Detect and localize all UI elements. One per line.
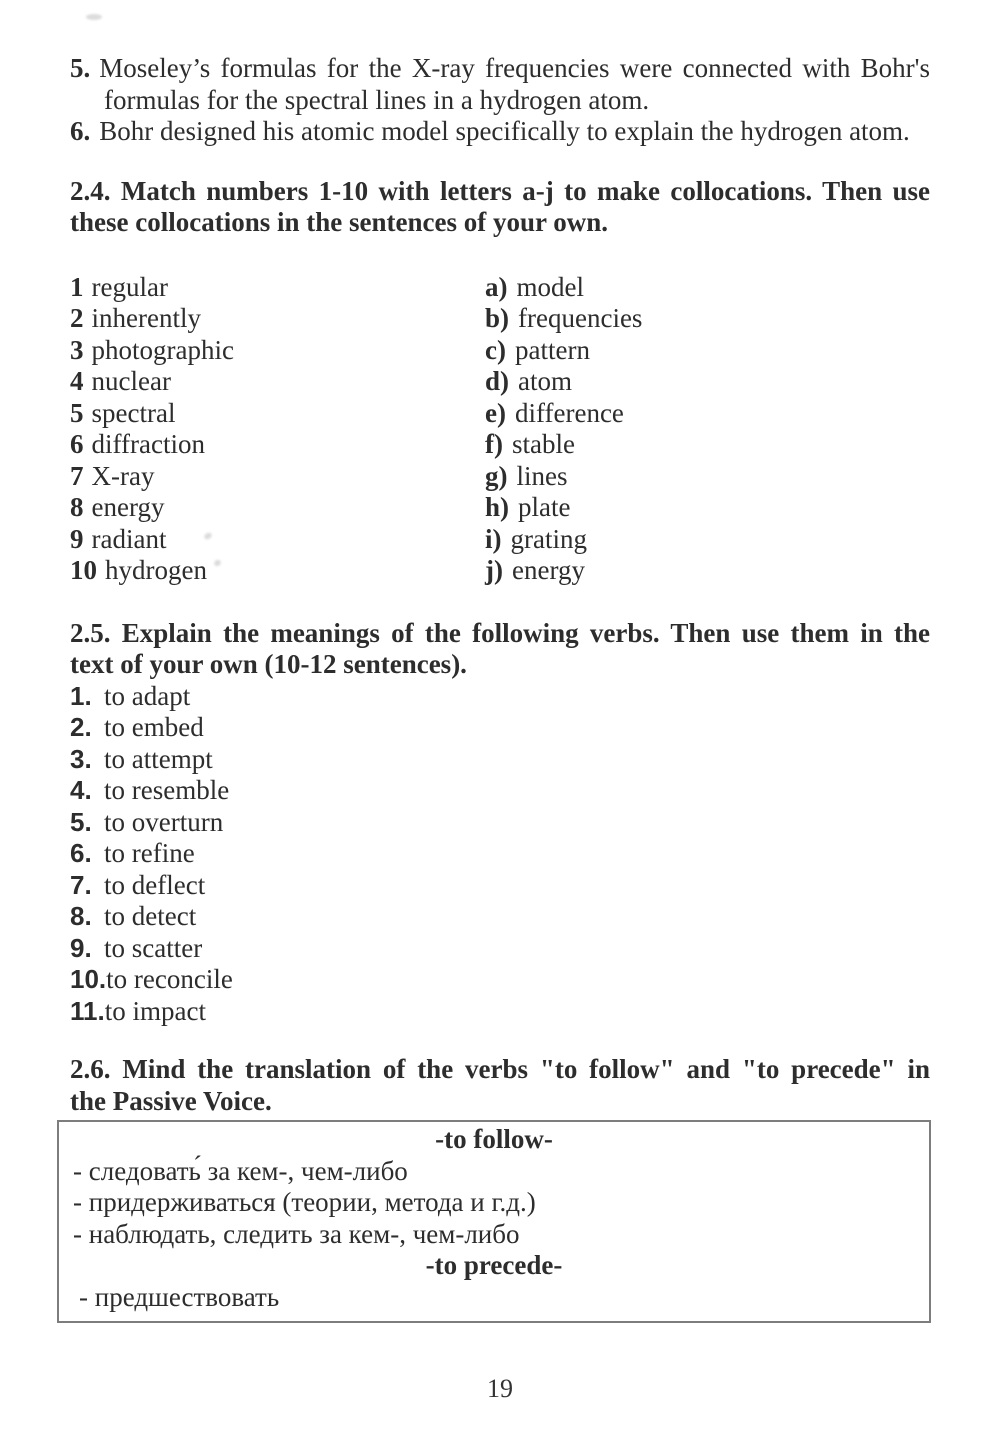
match-letter: c) <box>485 334 506 365</box>
sentence-item-6 <box>70 116 930 148</box>
match-row <box>70 303 930 335</box>
follow-translation-3: - наблюдать, следить за кем-, чем-либо <box>73 1218 520 1249</box>
section-2-6-heading <box>70 1054 930 1117</box>
verb-text: to adapt <box>104 680 191 711</box>
to-follow-title: -to follow- <box>435 1124 553 1154</box>
verb-text: to resemble <box>104 775 230 805</box>
match-number: 10 <box>70 555 97 585</box>
match-right-cell <box>485 366 930 398</box>
match-right-word: atom <box>518 366 573 396</box>
match-row <box>70 398 930 430</box>
section-2-4-heading-line1: 2.4. Match numbers 1-10 with letters a-j to make collocations. Then use <box>70 175 930 206</box>
match-left-cell <box>70 366 485 398</box>
match-left-word: photographic <box>91 334 234 365</box>
verb-number: 7. <box>70 869 92 900</box>
verb-text: to overturn <box>104 806 224 837</box>
verb-number: 5. <box>70 806 92 837</box>
match-right-word: grating <box>510 523 587 554</box>
sentence-6-number: 6. <box>70 116 91 146</box>
match-right-cell <box>485 492 930 524</box>
verb-item <box>70 775 930 807</box>
verb-number: 4. <box>70 775 92 805</box>
sentence-5-text1: Moseley’s formulas for the X-ray frequencies were connected with Bohr's <box>99 53 930 83</box>
match-letter: a) <box>485 271 508 302</box>
match-letter: f) <box>485 429 503 459</box>
to-precede-title: -to precede- <box>425 1250 563 1280</box>
verb-number: 10. <box>70 964 107 994</box>
match-right-cell <box>485 272 930 304</box>
match-right-cell <box>485 461 930 493</box>
match-left-cell <box>70 555 485 587</box>
match-right-cell <box>485 398 930 430</box>
match-right-word: pattern <box>514 334 590 365</box>
verb-item <box>70 744 930 776</box>
match-letter: b) <box>485 303 510 333</box>
match-right-cell <box>485 524 930 556</box>
verb-text: to reconcile <box>106 964 233 994</box>
verb-item <box>70 996 930 1028</box>
sentence-item-5 <box>70 53 930 116</box>
match-number: 9 <box>70 523 84 554</box>
match-right-word: model <box>516 271 584 302</box>
verb-number: 11. <box>70 995 105 1026</box>
match-left-word: X-ray <box>91 460 155 491</box>
precede-translation-1: - предшествовать <box>79 1281 280 1312</box>
match-row <box>70 335 930 367</box>
match-left-cell <box>70 492 485 524</box>
match-left-word: radiant <box>91 523 167 554</box>
match-left-word: nuclear <box>91 366 171 396</box>
section-2-5-heading-line2: text of your own (10-12 sentences). <box>70 649 467 679</box>
verb-number: 3. <box>70 743 92 774</box>
match-number: 1 <box>70 271 84 302</box>
match-row <box>70 366 930 398</box>
match-right-word: lines <box>516 460 568 491</box>
sentence-6-line1 <box>70 116 930 148</box>
verb-item <box>70 901 930 933</box>
verb-item <box>70 964 930 996</box>
verb-item <box>70 807 930 839</box>
match-right-cell <box>485 303 930 335</box>
match-left-cell <box>70 398 485 430</box>
match-letter: j) <box>485 555 503 585</box>
match-row <box>70 272 930 304</box>
match-left-cell <box>70 461 485 493</box>
match-left-cell <box>70 303 485 335</box>
match-right-word: frequencies <box>518 303 643 333</box>
match-left-cell <box>70 429 485 461</box>
section-2-6-heading-line2: the Passive Voice. <box>70 1085 272 1116</box>
match-letter: e) <box>485 397 506 428</box>
match-row <box>70 492 930 524</box>
match-row <box>70 429 930 461</box>
match-number: 3 <box>70 334 84 365</box>
match-left-word: diffraction <box>91 429 205 459</box>
follow-translation-1: - следовать́ за кем-, чем-либо <box>73 1155 408 1186</box>
match-left-cell <box>70 524 485 556</box>
sentence-5-number: 5. <box>70 53 91 83</box>
match-right-cell <box>485 555 930 587</box>
section-2-5-heading-line1: 2.5. Explain the meanings of the following verbs. Then use them in the <box>70 617 930 648</box>
scan-artifact <box>86 14 102 20</box>
verb-item <box>70 712 930 744</box>
match-left-word: inherently <box>91 303 201 333</box>
match-right-word: difference <box>514 397 624 428</box>
page-number: 19 <box>487 1374 513 1403</box>
match-number: 5 <box>70 397 84 428</box>
match-left-word: hydrogen <box>105 555 207 585</box>
match-right-word: plate <box>518 492 571 522</box>
section-2-4-heading-line2: these collocations in the sentences of your own. <box>70 207 608 237</box>
verb-number: 9. <box>70 932 92 963</box>
verb-text: to impact <box>104 995 206 1026</box>
verb-text: to embed <box>104 712 204 742</box>
verb-number: 6. <box>70 838 92 868</box>
verb-list <box>70 681 930 1028</box>
verb-text: to attempt <box>104 743 213 774</box>
verb-text: to detect <box>104 901 197 931</box>
match-right-cell <box>485 335 930 367</box>
verb-text: to deflect <box>104 869 206 900</box>
top-sentence-list <box>70 53 930 148</box>
match-row <box>70 461 930 493</box>
verb-number: 8. <box>70 901 92 931</box>
sentence-5-line1 <box>70 53 930 85</box>
match-row <box>70 555 930 587</box>
translation-rule-box <box>57 1120 931 1323</box>
verb-number: 1. <box>70 680 92 711</box>
match-right-word: stable <box>511 429 575 459</box>
match-letter: h) <box>485 492 510 522</box>
match-left-word: regular <box>91 271 168 302</box>
match-number: 6 <box>70 429 84 459</box>
sentence-5-line2: formulas for the spectral lines in a hydrogen atom. <box>104 84 650 115</box>
match-left-cell <box>70 335 485 367</box>
match-letter: i) <box>485 523 502 554</box>
match-number: 8 <box>70 492 84 522</box>
match-row <box>70 524 930 556</box>
match-number: 4 <box>70 366 84 396</box>
verb-item <box>70 933 930 965</box>
verb-item <box>70 681 930 713</box>
match-number: 2 <box>70 303 84 333</box>
verb-item <box>70 870 930 902</box>
verb-text: to scatter <box>104 932 203 963</box>
match-letter: g) <box>485 460 508 491</box>
match-right-word: energy <box>511 555 585 585</box>
match-left-word: energy <box>91 492 165 522</box>
match-letter: d) <box>485 366 510 396</box>
match-left-word: spectral <box>91 397 176 428</box>
follow-translation-2: - придерживаться (теории, метода и г.д.) <box>73 1187 536 1217</box>
sentence-6-text1: Bohr designed his atomic model specifically to explain the hydrogen atom. <box>99 116 910 146</box>
section-2-4-heading <box>70 176 930 239</box>
verb-number: 2. <box>70 712 92 742</box>
match-exercise-list <box>70 272 930 587</box>
match-left-cell <box>70 272 485 304</box>
section-2-5-heading <box>70 618 930 681</box>
section-2-6-heading-line1: 2.6. Mind the translation of the verbs "to follow" and "to precede" in <box>70 1054 930 1084</box>
match-number: 7 <box>70 460 84 491</box>
verb-item <box>70 838 930 870</box>
verb-text: to refine <box>104 838 195 868</box>
match-right-cell <box>485 429 930 461</box>
